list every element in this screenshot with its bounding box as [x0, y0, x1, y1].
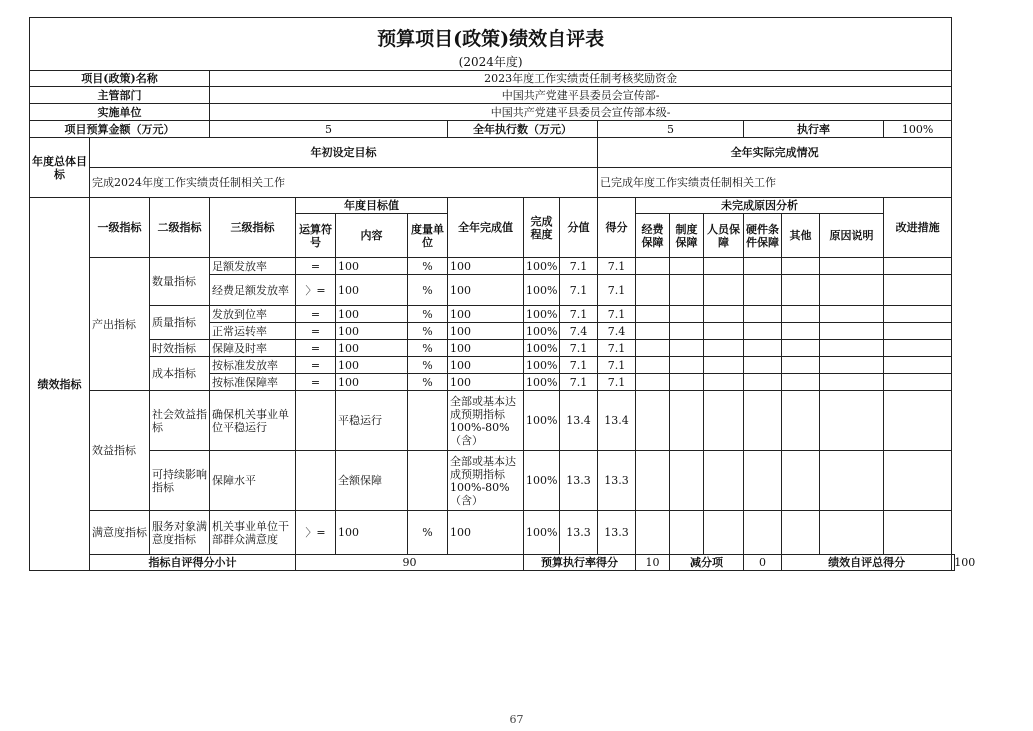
empty-cell: [704, 511, 744, 555]
empty-cell: [704, 451, 744, 511]
header-level1: 一级指标: [90, 198, 150, 258]
indicator-unit: %: [408, 306, 448, 323]
indicator-degree: 100%: [524, 357, 560, 374]
empty-cell: [782, 357, 820, 374]
empty-cell: [884, 511, 952, 555]
empty-cell: [636, 306, 670, 323]
header-reason-funds: 经费保障: [636, 214, 670, 258]
empty-cell: [636, 357, 670, 374]
header-level2: 二级指标: [150, 198, 210, 258]
performance-self-evaluation-table: [29, 17, 976, 571]
empty-cell: [636, 374, 670, 391]
deduct-label: 减分项: [670, 555, 744, 571]
indicator-operator: [296, 391, 336, 451]
indicator-operator: =: [296, 340, 336, 357]
exec-rate-label: 执行率: [744, 121, 884, 138]
subgroup-quantity: 数量指标: [150, 258, 210, 306]
empty-cell: [670, 340, 704, 357]
empty-cell: [744, 306, 782, 323]
indicator-score: 7.1: [598, 306, 636, 323]
empty-cell: [744, 275, 782, 306]
indicator-name: 经费足额发放率: [210, 275, 296, 306]
indicator-degree: 100%: [524, 511, 560, 555]
empty-cell: [782, 275, 820, 306]
indicator-operator: =: [296, 258, 336, 275]
indicator-score: 13.3: [598, 451, 636, 511]
empty-cell: [636, 258, 670, 275]
empty-cell: [636, 451, 670, 511]
indicator-unit: %: [408, 340, 448, 357]
indicator-score: 7.1: [598, 340, 636, 357]
empty-cell: [782, 511, 820, 555]
header-reason-other: 其他: [782, 214, 820, 258]
empty-cell: [636, 340, 670, 357]
page-title: 预算项目(政策)绩效自评表: [30, 18, 952, 55]
annual-goal-label: 年度总体目标: [30, 138, 90, 198]
empty-cell: [782, 306, 820, 323]
empty-cell: [744, 258, 782, 275]
empty-cell: [670, 306, 704, 323]
header-operator: 运算符号: [296, 214, 336, 258]
empty-cell: [884, 451, 952, 511]
empty-cell: [782, 374, 820, 391]
indicator-actual: 100: [448, 340, 524, 357]
header-reason-system: 制度保障: [670, 214, 704, 258]
empty-cell: [820, 258, 884, 275]
header-target-group: 年度目标值: [296, 198, 448, 214]
indicator-score: 7.1: [598, 357, 636, 374]
indicator-operator: =: [296, 323, 336, 340]
page-number: 67: [509, 713, 524, 726]
empty-cell: [670, 323, 704, 340]
empty-cell: [820, 374, 884, 391]
group-output: 产出指标: [90, 258, 150, 391]
indicator-content: 100: [336, 340, 408, 357]
indicator-name: 正常运转率: [210, 323, 296, 340]
empty-cell: [782, 323, 820, 340]
empty-cell: [820, 306, 884, 323]
indicator-content: 100: [336, 323, 408, 340]
empty-cell: [884, 306, 952, 323]
empty-cell: [884, 340, 952, 357]
indicator-weight: 7.1: [560, 258, 598, 275]
subtotal-label: 指标自评得分小计: [90, 555, 296, 571]
empty-cell: [820, 323, 884, 340]
empty-cell: [636, 323, 670, 340]
header-improve: 改进措施: [884, 198, 952, 258]
indicator-actual: 100: [448, 258, 524, 275]
empty-cell: [820, 275, 884, 306]
indicator-actual: 100: [448, 374, 524, 391]
empty-cell: [744, 511, 782, 555]
subtotal-value: 90: [296, 555, 524, 571]
indicator-actual: 100: [448, 323, 524, 340]
empty-cell: [744, 374, 782, 391]
exec-score-label: 预算执行率得分: [524, 555, 636, 571]
header-annual-value: 全年完成值: [448, 198, 524, 258]
indicator-actual: 100: [448, 306, 524, 323]
indicator-name: 保障及时率: [210, 340, 296, 357]
empty-cell: [782, 258, 820, 275]
indicator-content: 100: [336, 511, 408, 555]
indicator-score: 13.4: [598, 391, 636, 451]
indicator-weight: 7.1: [560, 275, 598, 306]
indicator-degree: 100%: [524, 391, 560, 451]
subgroup-quality: 质量指标: [150, 306, 210, 340]
header-level3: 三级指标: [210, 198, 296, 258]
indicator-operator: =: [296, 357, 336, 374]
indicator-content: 100: [336, 258, 408, 275]
initial-goal-text: 完成2024年度工作实绩责任制相关工作: [90, 168, 598, 198]
budget-label: 项目预算金额（万元）: [30, 121, 210, 138]
year-label: (2024年度): [30, 54, 952, 71]
header-unit: 度量单位: [408, 214, 448, 258]
indicator-name: 按标准发放率: [210, 357, 296, 374]
impl-unit-label: 实施单位: [30, 104, 210, 121]
indicator-degree: 100%: [524, 340, 560, 357]
empty-cell: [744, 323, 782, 340]
empty-cell: [704, 340, 744, 357]
indicator-unit: %: [408, 374, 448, 391]
empty-cell: [670, 391, 704, 451]
actual-result-text: 已完成年度工作实绩责任制相关工作: [598, 168, 952, 198]
indicator-actual: 100: [448, 357, 524, 374]
dept-value: 中国共产党建平县委员会宣传部-: [210, 87, 952, 104]
group-benefit: 效益指标: [90, 391, 150, 511]
indicator-actual: 全部或基本达成预期指标100%-80%（含）: [448, 391, 524, 451]
indicator-unit: %: [408, 275, 448, 306]
indicator-actual: 100: [448, 511, 524, 555]
indicator-degree: 100%: [524, 306, 560, 323]
empty-cell: [670, 511, 704, 555]
indicator-content: 平稳运行: [336, 391, 408, 451]
empty-cell: [884, 275, 952, 306]
exec-score-value: 10: [636, 555, 670, 571]
empty-cell: [636, 511, 670, 555]
empty-cell: [744, 451, 782, 511]
header-reason-staff: 人员保障: [704, 214, 744, 258]
empty-cell: [704, 357, 744, 374]
header-score: 得分: [598, 198, 636, 258]
indicator-score: 13.3: [598, 511, 636, 555]
header-reason-hardware: 硬件条件保障: [744, 214, 782, 258]
indicator-operator: =: [296, 306, 336, 323]
empty-cell: [782, 391, 820, 451]
subgroup-sustainable: 可持续影响指标: [150, 451, 210, 511]
initial-goal-header: 年初设定目标: [90, 138, 598, 168]
indicator-score: 7.1: [598, 258, 636, 275]
indicator-content: 100: [336, 275, 408, 306]
subgroup-cost: 成本指标: [150, 357, 210, 391]
subgroup-timeliness: 时效指标: [150, 340, 210, 357]
empty-cell: [704, 374, 744, 391]
indicator-score: 7.4: [598, 323, 636, 340]
subgroup-social: 社会效益指标: [150, 391, 210, 451]
indicator-name: 按标准保障率: [210, 374, 296, 391]
header-score-value: 分值: [560, 198, 598, 258]
perf-indicator-label: 绩效指标: [30, 198, 90, 571]
indicator-name: 发放到位率: [210, 306, 296, 323]
empty-cell: [670, 258, 704, 275]
indicator-degree: 100%: [524, 323, 560, 340]
indicator-operator: =: [296, 374, 336, 391]
indicator-weight: 7.4: [560, 323, 598, 340]
empty-cell: [782, 340, 820, 357]
header-reason-explain: 原因说明: [820, 214, 884, 258]
indicator-content: 全额保障: [336, 451, 408, 511]
empty-cell: [636, 391, 670, 451]
indicator-operator: [296, 451, 336, 511]
indicator-weight: 13.3: [560, 511, 598, 555]
total-score-value: 100: [952, 555, 955, 571]
indicator-unit: %: [408, 323, 448, 340]
indicator-name: 保障水平: [210, 451, 296, 511]
empty-cell: [704, 258, 744, 275]
empty-cell: [636, 275, 670, 306]
indicator-name: 足额发放率: [210, 258, 296, 275]
indicator-weight: 7.1: [560, 340, 598, 357]
indicator-weight: 7.1: [560, 374, 598, 391]
indicator-actual: 100: [448, 275, 524, 306]
empty-cell: [884, 323, 952, 340]
deduct-value: 0: [744, 555, 782, 571]
empty-cell: [884, 258, 952, 275]
total-score-label: 绩效自评总得分: [782, 555, 952, 571]
indicator-degree: 100%: [524, 275, 560, 306]
empty-cell: [744, 357, 782, 374]
indicator-unit: [408, 391, 448, 451]
indicator-degree: 100%: [524, 258, 560, 275]
exec-label: 全年执行数（万元）: [448, 121, 598, 138]
indicator-unit: %: [408, 357, 448, 374]
exec-value: 5: [598, 121, 744, 138]
indicator-content: 100: [336, 357, 408, 374]
indicator-degree: 100%: [524, 451, 560, 511]
header-completion: 完成程度: [524, 198, 560, 258]
subgroup-service-satisfaction: 服务对象满意度指标: [150, 511, 210, 555]
empty-cell: [884, 391, 952, 451]
indicator-operator: 〉=: [296, 275, 336, 306]
actual-result-header: 全年实际完成情况: [598, 138, 952, 168]
empty-cell: [820, 357, 884, 374]
indicator-unit: %: [408, 258, 448, 275]
indicator-degree: 100%: [524, 374, 560, 391]
empty-cell: [884, 374, 952, 391]
indicator-weight: 7.1: [560, 357, 598, 374]
empty-cell: [820, 451, 884, 511]
empty-cell: [782, 451, 820, 511]
empty-cell: [820, 511, 884, 555]
empty-cell: [670, 374, 704, 391]
indicator-weight: 13.3: [560, 451, 598, 511]
empty-cell: [670, 275, 704, 306]
empty-cell: [884, 357, 952, 374]
indicator-score: 7.1: [598, 275, 636, 306]
indicator-actual: 全部或基本达成预期指标100%-80%（含）: [448, 451, 524, 511]
project-name-label: 项目(政策)名称: [30, 71, 210, 87]
group-satisfaction: 满意度指标: [90, 511, 150, 555]
empty-cell: [704, 323, 744, 340]
indicator-operator: 〉=: [296, 511, 336, 555]
empty-cell: [670, 357, 704, 374]
header-content: 内容: [336, 214, 408, 258]
indicator-weight: 13.4: [560, 391, 598, 451]
empty-cell: [820, 340, 884, 357]
indicator-name: 机关事业单位干部群众满意度: [210, 511, 296, 555]
indicator-name: 确保机关事业单位平稳运行: [210, 391, 296, 451]
empty-cell: [704, 275, 744, 306]
empty-cell: [670, 451, 704, 511]
indicator-unit: [408, 451, 448, 511]
empty-cell: [704, 306, 744, 323]
header-reasons-group: 未完成原因分析: [636, 198, 884, 214]
indicator-unit: %: [408, 511, 448, 555]
impl-unit-value: 中国共产党建平县委员会宣传部本级-: [210, 104, 952, 121]
indicator-weight: 7.1: [560, 306, 598, 323]
indicator-content: 100: [336, 306, 408, 323]
exec-rate-value: 100%: [884, 121, 952, 138]
indicator-content: 100: [336, 374, 408, 391]
empty-cell: [704, 391, 744, 451]
dept-label: 主管部门: [30, 87, 210, 104]
empty-cell: [744, 340, 782, 357]
indicator-score: 7.1: [598, 374, 636, 391]
empty-cell: [744, 391, 782, 451]
project-name-value: 2023年度工作实绩责任制考核奖励资金: [210, 71, 952, 87]
budget-value: 5: [210, 121, 448, 138]
empty-cell: [820, 391, 884, 451]
